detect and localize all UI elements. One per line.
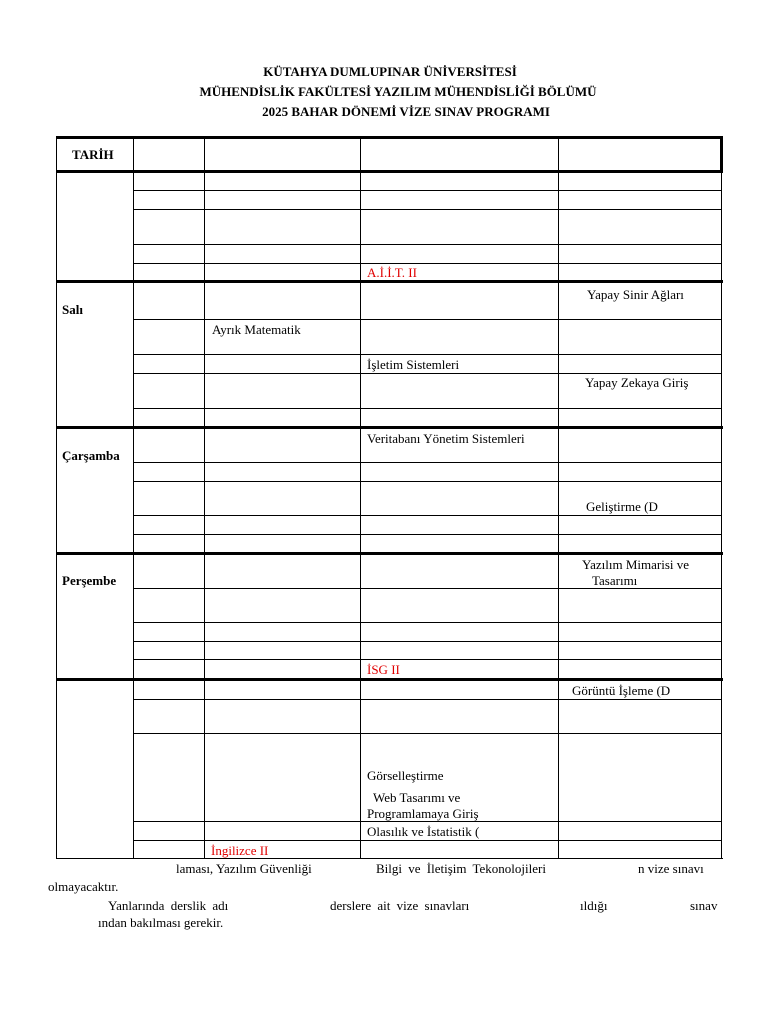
- row-line: [133, 534, 722, 535]
- note-line2: olmayacaktır.: [48, 879, 119, 894]
- row-line: [133, 462, 722, 463]
- note-line1-c: n vize sınavı: [638, 861, 704, 876]
- course-goruntu-isleme: Görüntü İşleme (D: [572, 683, 671, 698]
- row-line-thick: [56, 170, 723, 173]
- row-line-thick: [56, 552, 723, 555]
- row-line: [133, 821, 722, 822]
- table-border-right: [720, 137, 723, 172]
- table-border-left: [56, 137, 57, 859]
- course-isletim-sistemleri: İşletim Sistemleri: [367, 357, 460, 372]
- column-line: [204, 137, 205, 859]
- row-line: [133, 319, 722, 320]
- program-title: 2025 BAHAR DÖNEMİ VİZE SINAV PROGRAMI: [262, 104, 550, 119]
- row-line-thick: [56, 678, 723, 681]
- note-line3-b: derslere ait vize sınavları: [330, 898, 470, 913]
- course-yazilim-mimarisi-line2: Tasarımı: [592, 573, 638, 588]
- day-label-thursday: Perşembe: [62, 573, 117, 588]
- row-line: [133, 622, 722, 623]
- row-line: [133, 263, 722, 264]
- course-gorsellestirme: Görselleştirme: [367, 768, 444, 783]
- course-ayrik-matematik: Ayrık Matematik: [212, 322, 301, 337]
- course-yapay-sinir-aglari: Yapay Sinir Ağları: [587, 287, 684, 302]
- row-line: [133, 354, 722, 355]
- column-line: [558, 137, 559, 859]
- row-line: [133, 659, 722, 660]
- row-line: [133, 408, 722, 409]
- note-line4: ından bakılması gerekir.: [98, 915, 224, 930]
- note-line3-a: Yanlarında derslik adı: [108, 898, 229, 913]
- row-line: [133, 733, 722, 734]
- row-line: [133, 588, 722, 589]
- row-line: [133, 641, 722, 642]
- course-veritabani: Veritabanı Yönetim Sistemleri: [367, 431, 525, 446]
- note-line3-c: ıldığı: [580, 898, 608, 913]
- row-line-thick: [56, 426, 723, 429]
- row-line: [133, 481, 722, 482]
- row-line-bottom: [56, 858, 723, 859]
- course-olasilik: Olasılık ve İstatistik (: [367, 824, 480, 839]
- course-ingilizce: İngilizce II: [211, 843, 269, 858]
- course-web-line1: Web Tasarımı ve: [373, 790, 461, 805]
- row-line: [133, 840, 722, 841]
- course-yapay-zekaya-giris: Yapay Zekaya Giriş: [585, 375, 689, 390]
- row-line-thick: [56, 136, 723, 139]
- note-line1-b: Bilgi ve İletişim Tekonolojileri: [376, 861, 546, 876]
- row-line: [133, 515, 722, 516]
- row-line-thick: [56, 280, 723, 283]
- row-line: [133, 209, 722, 210]
- day-label-wednesday: Çarşamba: [62, 448, 120, 463]
- column-line: [133, 137, 134, 859]
- row-line: [133, 244, 722, 245]
- column-line: [360, 137, 361, 859]
- course-gelistirme: Geliştirme (D: [586, 499, 658, 514]
- row-line: [133, 373, 722, 374]
- row-line: [133, 190, 722, 191]
- course-yazilim-mimarisi-line1: Yazılım Mimarisi ve: [582, 557, 690, 572]
- note-line1-a: laması, Yazılım Güvenliği: [176, 861, 312, 876]
- day-label-tuesday: Salı: [62, 302, 83, 317]
- course-web-line2: Programlamaya Giriş: [367, 806, 479, 821]
- faculty-title: MÜHENDİSLİK FAKÜLTESİ YAZILIM MÜHENDİSLİĞİ BÖLÜMÜ: [199, 84, 597, 99]
- university-title: KÜTAHYA DUMLUPINAR ÜNİVERSİTESİ: [263, 64, 517, 79]
- row-line: [133, 699, 722, 700]
- course-isg: İSG II: [367, 662, 400, 677]
- date-column-header: TARİH: [72, 147, 114, 162]
- note-line3-d: sınav: [690, 898, 718, 913]
- course-aiit: A.İ.İ.T. II: [367, 265, 417, 280]
